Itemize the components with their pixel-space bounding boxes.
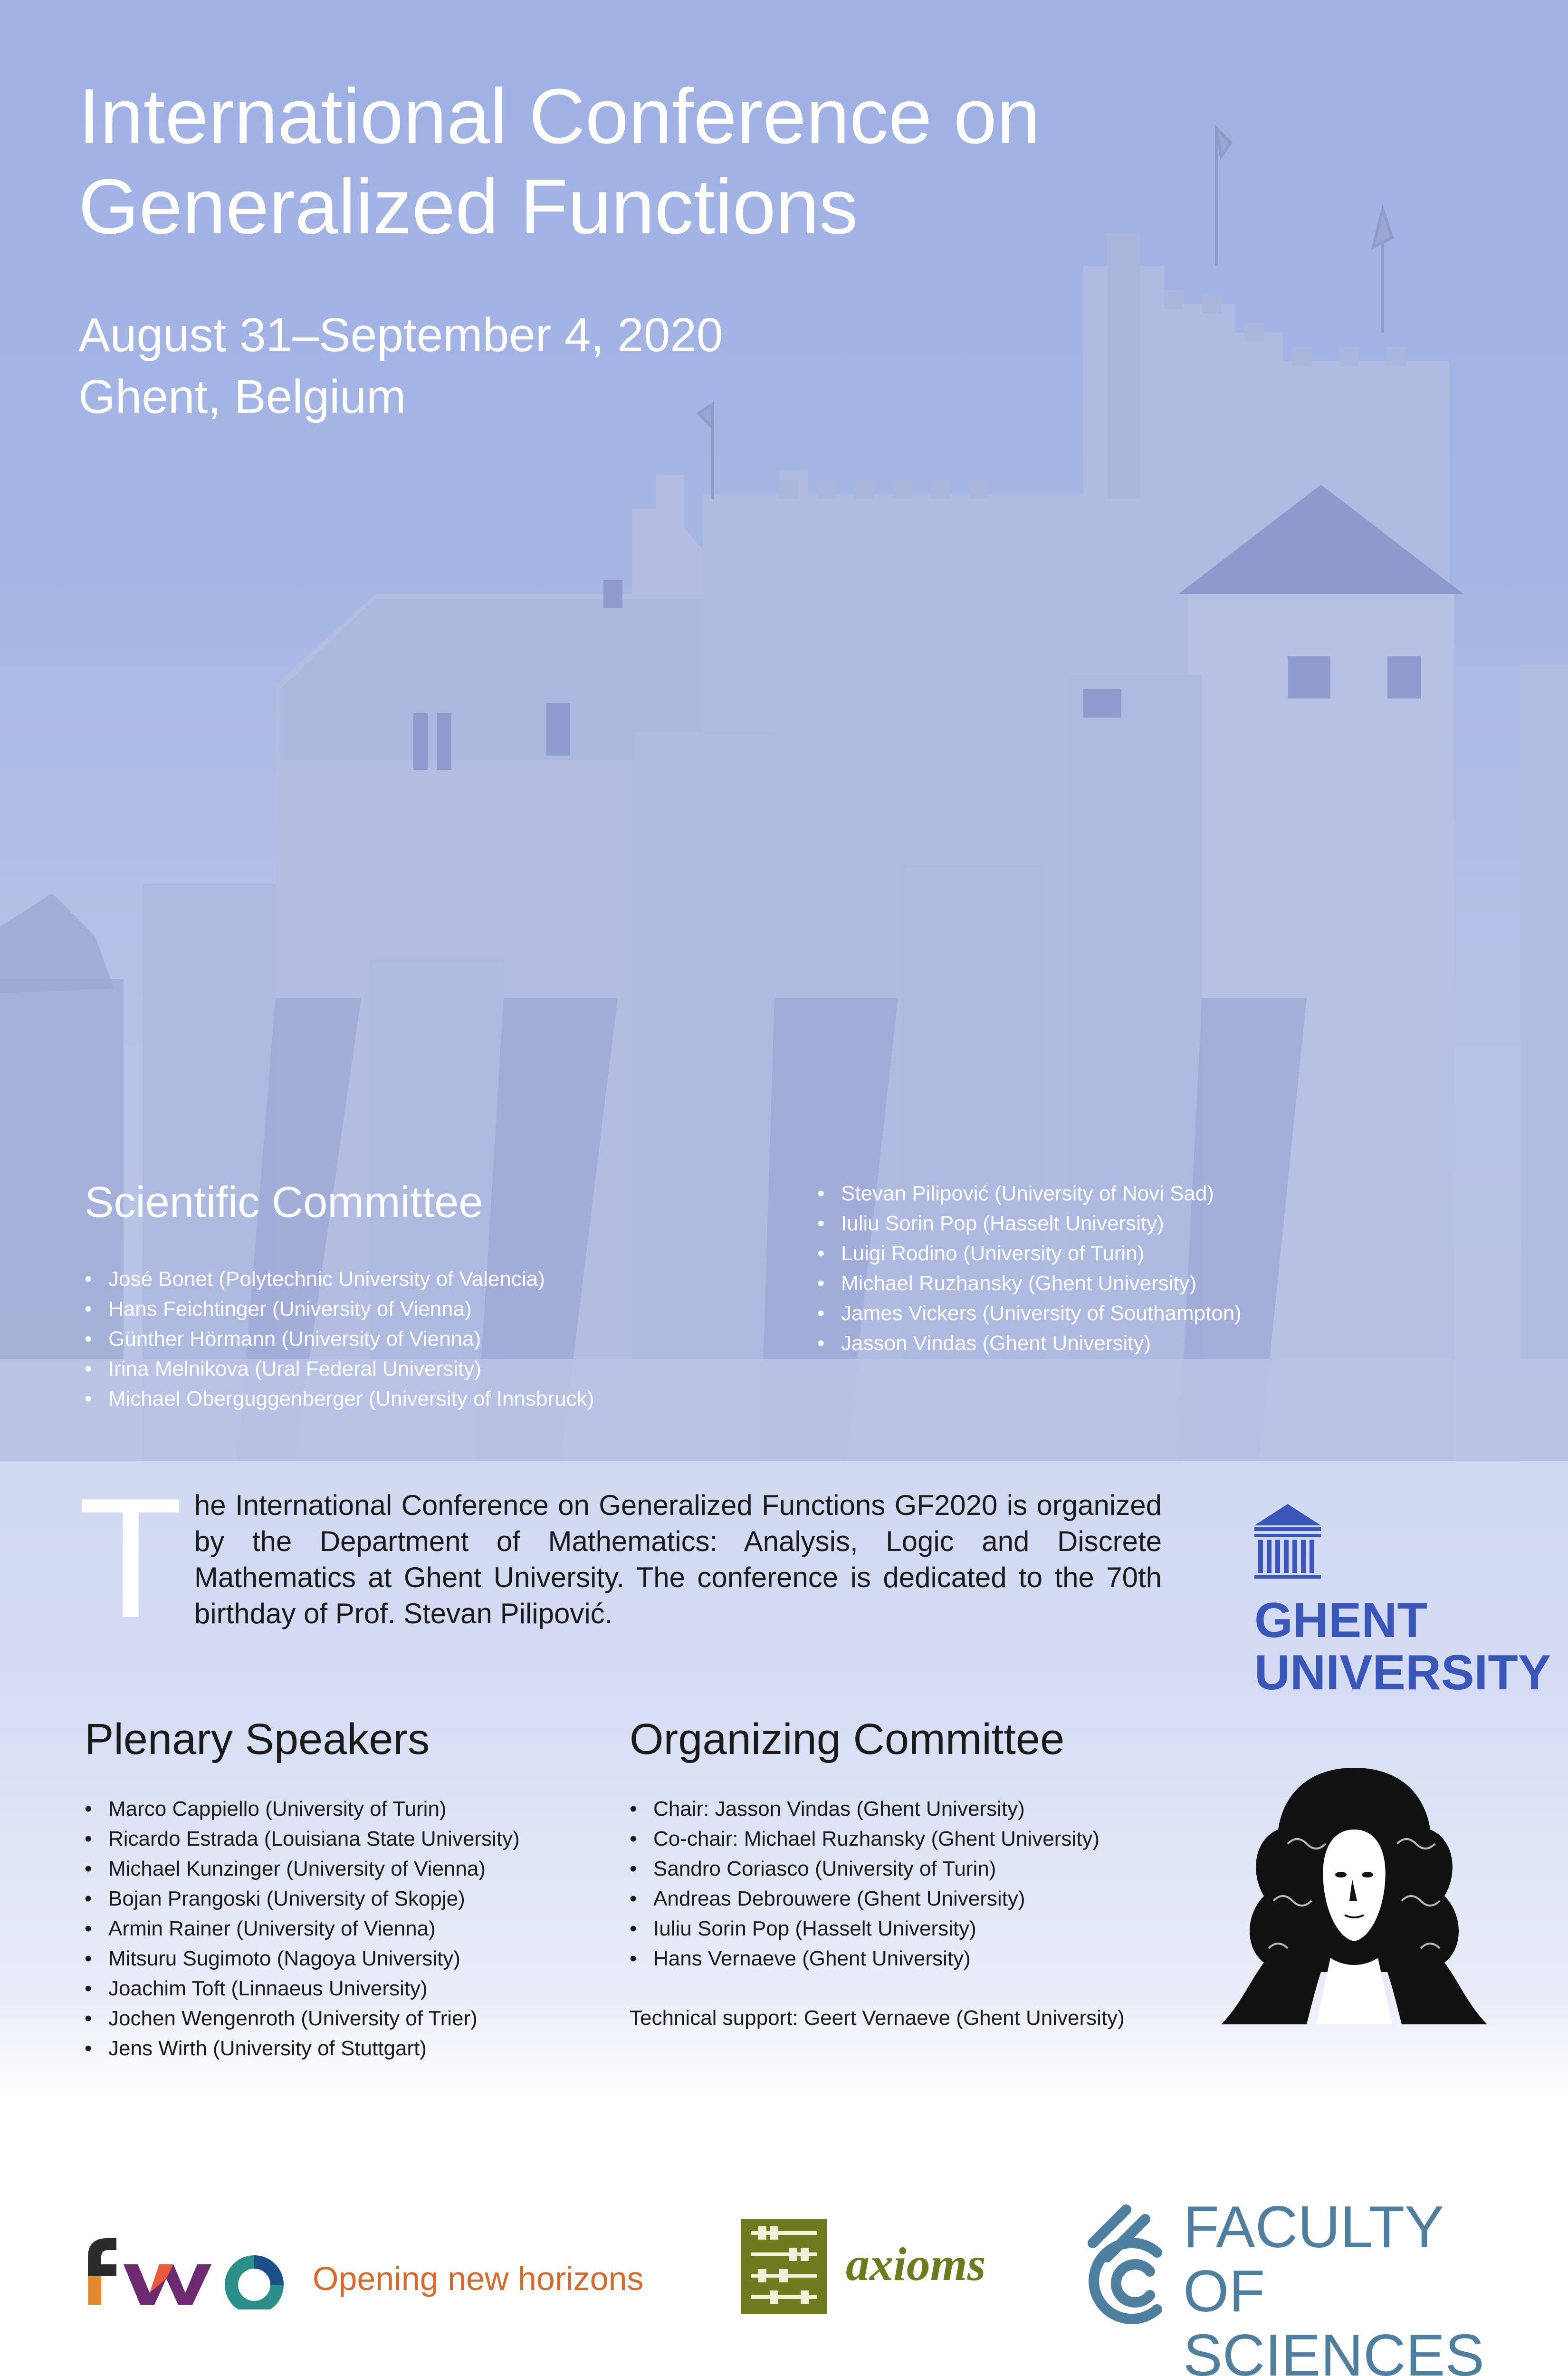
intro-text: he International Conference on Generalized Functions GF2020 is organized by the Department of Mathematics: Analysis, Logic and Discrete Mathematics at Ghent University. The conference is dedicated to the 70th birthday of Prof. Stevan Pilipović. bbox=[194, 1489, 1162, 1629]
plenary-speakers-title: Plenary Speakers bbox=[85, 1715, 430, 1763]
list-item: • Michael Oberguggenberger (University of Innsbruck) bbox=[85, 1384, 594, 1414]
organizing-committee-title: Organizing Committee bbox=[630, 1715, 1065, 1763]
list-item: • Hans Vernaeve (Ghent University) bbox=[630, 1944, 1100, 1974]
fwo-tagline: Opening new horizons bbox=[313, 2260, 644, 2297]
faculty-line: FACULTY bbox=[1183, 2194, 1444, 2260]
list-item: • Luigi Rodino (University of Turin) bbox=[817, 1238, 1242, 1268]
list-item: • James Vickers (University of Southampton) bbox=[817, 1298, 1242, 1328]
list-item: • Marco Cappiello (University of Turin) bbox=[85, 1794, 520, 1824]
fwo-logo-icon bbox=[78, 2229, 306, 2309]
portrait-engraving-icon bbox=[1212, 1758, 1497, 2034]
list-item: • Bojan Prangoski (University of Skopje) bbox=[85, 1884, 520, 1914]
university-line: UNIVERSITY bbox=[1254, 1645, 1551, 1700]
list-item: • Co-chair: Michael Ruzhansky (Ghent University) bbox=[630, 1824, 1100, 1854]
title-line-2: Generalized Functions bbox=[78, 163, 858, 250]
list-item: • Sandro Coriasco (University of Turin) bbox=[630, 1854, 1100, 1884]
list-item: • Jens Wirth (University of Stuttgart) bbox=[85, 2033, 520, 2063]
technical-support: Technical support: Geert Vernaeve (Ghent University) bbox=[630, 2006, 1125, 2030]
scientific-committee-title: Scientific Committee bbox=[85, 1178, 483, 1226]
of-sciences-line: OF SCIENCES bbox=[1183, 2259, 1484, 2376]
axioms-wordmark: axioms bbox=[846, 2238, 986, 2290]
list-item: • Iuliu Sorin Pop (Hasselt University) bbox=[817, 1208, 1242, 1238]
drop-cap: T bbox=[78, 1463, 183, 1654]
list-item: • Iuliu Sorin Pop (Hasselt University) bbox=[630, 1914, 1100, 1944]
axioms-abacus-icon bbox=[736, 2214, 832, 2319]
list-item: • José Bonet (Polytechnic University of Valencia) bbox=[85, 1264, 594, 1294]
list-item: • Hans Feichtinger (University of Vienna) bbox=[85, 1294, 594, 1324]
ghent-line: GHENT bbox=[1254, 1593, 1427, 1648]
list-item: • Armin Rainer (University of Vienna) bbox=[85, 1914, 520, 1944]
list-item: • Ricardo Estrada (Louisiana State University) bbox=[85, 1824, 520, 1854]
title-line-1: International Conference on bbox=[78, 73, 1041, 160]
list-item: • Jasson Vindas (Ghent University) bbox=[817, 1328, 1242, 1358]
list-item: • Günther Hörmann (University of Vienna) bbox=[85, 1324, 594, 1354]
list-item: • Stevan Pilipović (University of Novi Sad) bbox=[817, 1178, 1242, 1208]
intro-paragraph bbox=[78, 1463, 1162, 1654]
conference-title bbox=[78, 71, 1266, 252]
scientific-committee-list-left bbox=[85, 1264, 594, 1414]
list-item: • Chair: Jasson Vindas (Ghent University) bbox=[630, 1794, 1100, 1824]
conference-location: Ghent, Belgium bbox=[78, 370, 406, 423]
plenary-speakers-list bbox=[85, 1794, 520, 2063]
list-item: • Mitsuru Sugimoto (Nagoya University) bbox=[85, 1944, 520, 1974]
list-item: • Andreas Debrouwere (Ghent University) bbox=[630, 1884, 1100, 1914]
faculty-of-sciences-wordmark bbox=[1183, 2195, 1568, 2376]
faculty-of-sciences-logo-icon bbox=[1074, 2200, 1183, 2328]
list-item: • Michael Ruzhansky (Ghent University) bbox=[817, 1268, 1242, 1298]
organizing-committee-list bbox=[630, 1794, 1100, 1974]
ghent-university-wordmark bbox=[1254, 1594, 1551, 1699]
conference-dates: August 31–September 4, 2020 bbox=[78, 308, 723, 362]
list-item: • Joachim Toft (Linnaeus University) bbox=[85, 1974, 520, 2003]
list-item: • Jochen Wengenroth (University of Trier) bbox=[85, 2003, 520, 2033]
list-item: • Michael Kunzinger (University of Vienna) bbox=[85, 1854, 520, 1884]
list-item: • Irina Melnikova (Ural Federal University) bbox=[85, 1354, 594, 1384]
scientific-committee-list-right bbox=[817, 1178, 1242, 1358]
